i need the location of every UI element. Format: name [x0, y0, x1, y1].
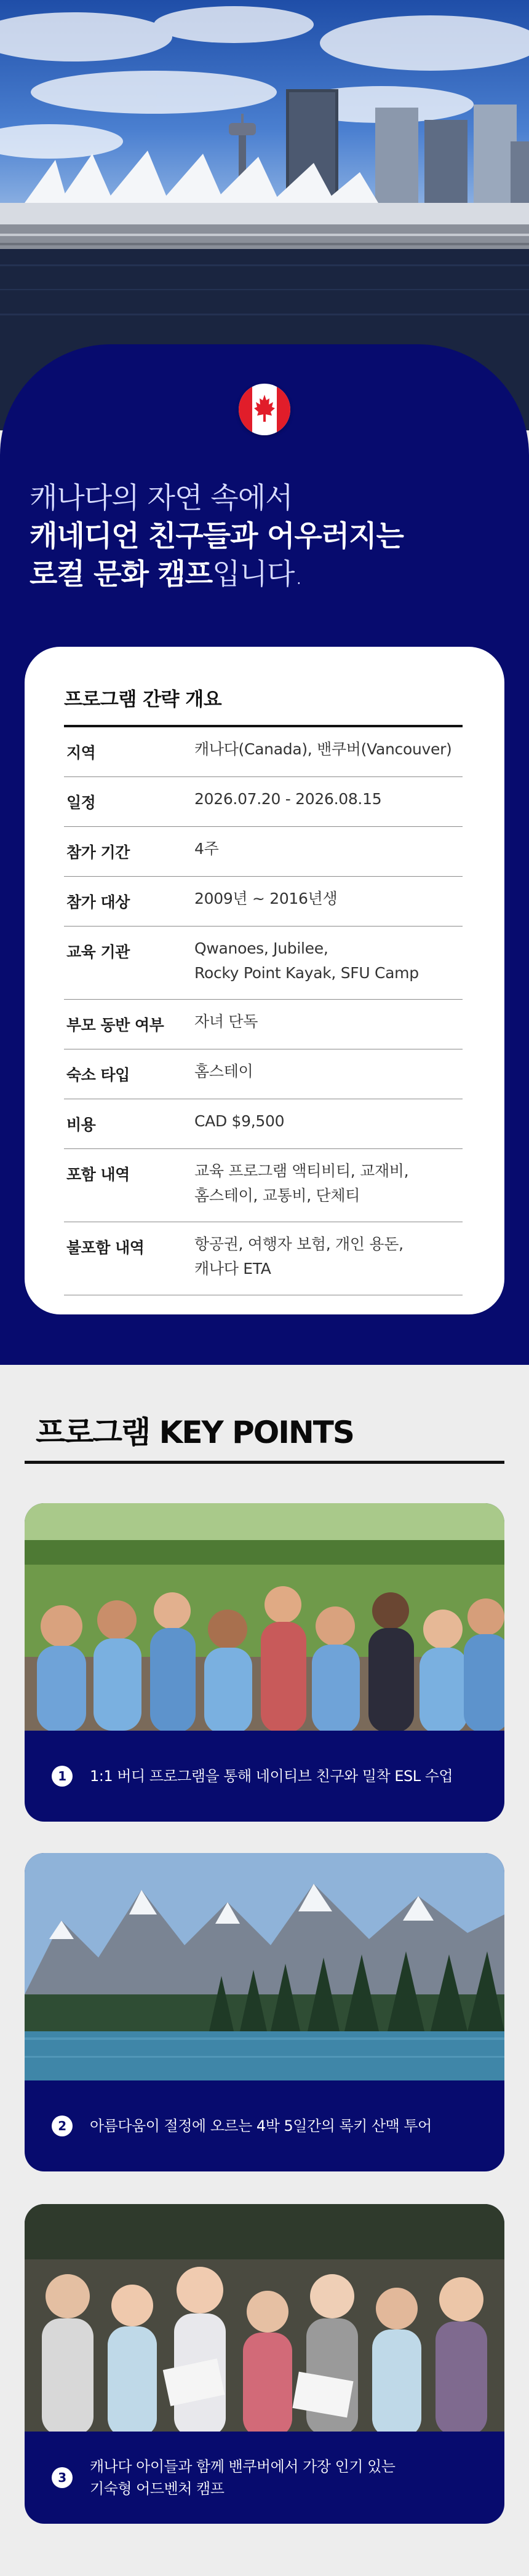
intro-line-3-light: 입니다.: [212, 558, 303, 591]
intro-line-3-bold: 로컬 문화 캠프: [30, 558, 213, 591]
row-value-line-2: 홈스테이, 교통비, 단체티: [194, 1187, 360, 1204]
intro-headline: [30, 480, 404, 594]
campers-group-photo: [25, 1503, 504, 1731]
intro-line-1: 캐나다의 자연 속에서: [30, 481, 293, 515]
keypoint-number-2: 2: [52, 2116, 73, 2136]
row-value-line-2: Rocky Point Kayak, SFU Camp: [194, 964, 419, 982]
row-value: 2009년 ~ 2016년생: [194, 890, 338, 907]
keypoint-text-2: 아름다움이 절정에 오르는 4박 5일간의 록키 산맥 투어: [90, 2117, 432, 2135]
overview-row: [64, 1000, 463, 1049]
overview-row: [64, 1099, 463, 1149]
row-value: [194, 1159, 463, 1208]
overview-row: [64, 1149, 463, 1222]
keypoint-text-1: 1:1 버디 프로그램을 통해 네이티브 친구와 밀착 ESL 수업: [90, 1768, 453, 1785]
row-value: CAD $9,500: [194, 1112, 285, 1130]
row-label: 비용: [66, 1116, 96, 1134]
overview-title: 프로그램 간략 개요: [64, 684, 463, 727]
row-value-line-2: 캐나다 ETA: [194, 1260, 271, 1278]
row-value: 캐나다(Canada), 밴쿠버(Vancouver): [194, 740, 452, 758]
keypoints-title: 프로그램 KEY POINTS: [36, 1415, 354, 1450]
row-label: 포함 내역: [66, 1166, 130, 1183]
overview-row: [64, 1222, 463, 1295]
keypoint-caption-1: [25, 1731, 504, 1822]
row-value-line-1: 항공권, 여행자 보험, 개인 용돈,: [194, 1235, 404, 1253]
row-value: 2026.07.20 - 2026.08.15: [194, 790, 382, 808]
keypoint-text-3: [90, 2455, 395, 2500]
overview-row: [64, 1049, 463, 1099]
keypoint-card-1: [25, 1503, 504, 1822]
keypoint-card-3: [25, 2204, 504, 2524]
row-value-line-1: 교육 프로그램 액티비티, 교재비,: [194, 1162, 409, 1180]
rocky-mountains-photo: [25, 1853, 504, 2080]
overview-row: [64, 777, 463, 827]
row-value: 자녀 단독: [194, 1013, 258, 1030]
row-label: 숙소 타입: [66, 1066, 130, 1084]
row-value: [194, 1232, 463, 1281]
keypoints-divider: [25, 1461, 504, 1464]
overview-row: [64, 877, 463, 926]
row-value: 4주: [194, 840, 219, 858]
row-value: 홈스테이: [194, 1062, 253, 1080]
row-label: 일정: [66, 794, 96, 812]
keypoint-text-3-line-2: 기숙형 어드벤처 캠프: [90, 2480, 225, 2497]
row-value: [194, 936, 463, 986]
row-value-line-1: Qwanoes, Jubilee,: [194, 939, 328, 957]
canada-flag-icon: [239, 384, 290, 435]
keypoint-caption-2: [25, 2080, 504, 2171]
overview-row: [64, 827, 463, 877]
overview-row: [64, 727, 463, 777]
row-label: 참가 대상: [66, 893, 130, 911]
row-label: 지역: [66, 744, 96, 762]
keypoint-card-2: [25, 1853, 504, 2171]
row-label: 교육 기관: [66, 943, 130, 961]
keypoint-caption-3: [25, 2432, 504, 2524]
overview-row: [64, 926, 463, 1000]
row-label: 부모 동반 여부: [66, 1016, 164, 1034]
keypoint-number-3: 3: [52, 2467, 73, 2488]
keypoint-text-3-line-1: 캐나다 아이들과 함께 밴쿠버에서 가장 인기 있는: [90, 2458, 396, 2475]
program-overview-card: [25, 647, 504, 1314]
camp-kids-photo: [25, 2204, 504, 2432]
intro-line-2: 캐네디언 친구들과 어우러지는: [30, 520, 404, 553]
keypoint-number-1: 1: [52, 1766, 73, 1787]
row-label: 불포함 내역: [66, 1239, 145, 1257]
row-label: 참가 기간: [66, 844, 130, 861]
